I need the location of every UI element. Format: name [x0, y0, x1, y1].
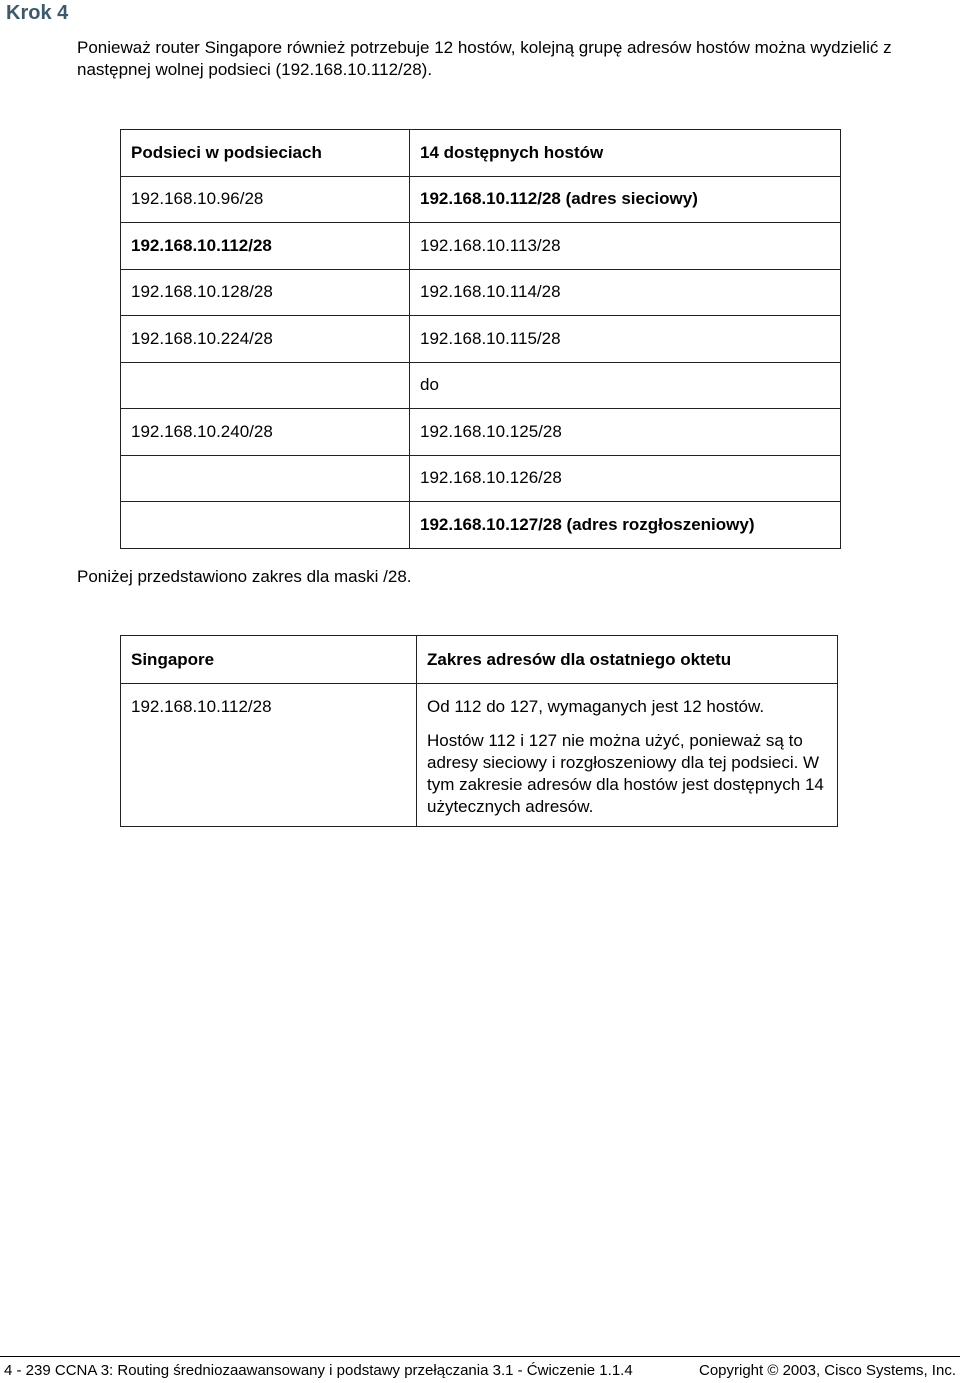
table-cell: 192.168.10.125/28 [410, 409, 841, 456]
table-cell: 192.168.10.115/28 [410, 316, 841, 363]
table-row [121, 176, 841, 223]
table-header-row [121, 636, 838, 684]
table-row [121, 409, 841, 456]
table-cell [417, 684, 838, 827]
page-heading: Krok 4 [6, 2, 69, 24]
subnet-table [120, 129, 841, 549]
table-row [121, 684, 838, 827]
range-table [120, 635, 838, 827]
usable-hosts-note: Hostów 112 i 127 nie można użyć, ponieważ są to adresy sieciowy i rozgłoszeniowy dla tej podsieci. W tym zakresie adresów dla hostów jest dostępnych 14 użytecznych adresów. [427, 731, 824, 816]
table-row [121, 362, 841, 409]
table-row [121, 316, 841, 363]
table-row [121, 223, 841, 270]
table-row [121, 502, 841, 549]
table-cell: 192.168.10.127/28 (adres rozgłoszeniowy) [410, 502, 841, 549]
table-header-row [121, 130, 841, 177]
table-cell: 192.168.10.112/28 [121, 223, 410, 270]
table-cell: 192.168.10.113/28 [410, 223, 841, 270]
table-header-cell: Podsieci w podsieciach [121, 130, 410, 177]
page-footer [4, 1362, 956, 1379]
table-cell: 192.168.10.112/28 (adres sieciowy) [410, 176, 841, 223]
table-cell [121, 362, 410, 409]
table-cell: 192.168.10.224/28 [121, 316, 410, 363]
table-cell [121, 455, 410, 502]
table-header-cell: 14 dostępnych hostów [410, 130, 841, 177]
table-cell: 192.168.10.96/28 [121, 176, 410, 223]
table-row [121, 269, 841, 316]
range-caption: Poniżej przedstawiono zakres dla maski /28. [77, 567, 412, 586]
table-cell: 192.168.10.240/28 [121, 409, 410, 456]
table-cell: do [410, 362, 841, 409]
intro-paragraph: Ponieważ router Singapore również potrzebuje 12 hostów, kolejną grupę adresów hostów można wydzielić z następnej wolnej podsieci (192.168.10.112/28). [77, 38, 892, 79]
table-row [121, 455, 841, 502]
table-header-cell: Zakres adresów dla ostatniego oktetu [417, 636, 838, 684]
table-cell [121, 502, 410, 549]
table-cell [121, 684, 417, 827]
footer-copyright: Copyright © 2003, Cisco Systems, Inc. [699, 1362, 956, 1379]
table-header-cell: Singapore [121, 636, 417, 684]
range-description: Od 112 do 127, wymaganych jest 12 hostów. [427, 697, 765, 716]
footer-divider [0, 1356, 960, 1357]
subnet-value: 192.168.10.112/28 [131, 697, 272, 716]
table-cell: 192.168.10.126/28 [410, 455, 841, 502]
table-cell: 192.168.10.128/28 [121, 269, 410, 316]
footer-course-info: 4 - 239 CCNA 3: Routing średniozaawansowany i podstawy przełączania 3.1 - Ćwiczenie 1.1.4 [4, 1362, 633, 1379]
table-cell: 192.168.10.114/28 [410, 269, 841, 316]
